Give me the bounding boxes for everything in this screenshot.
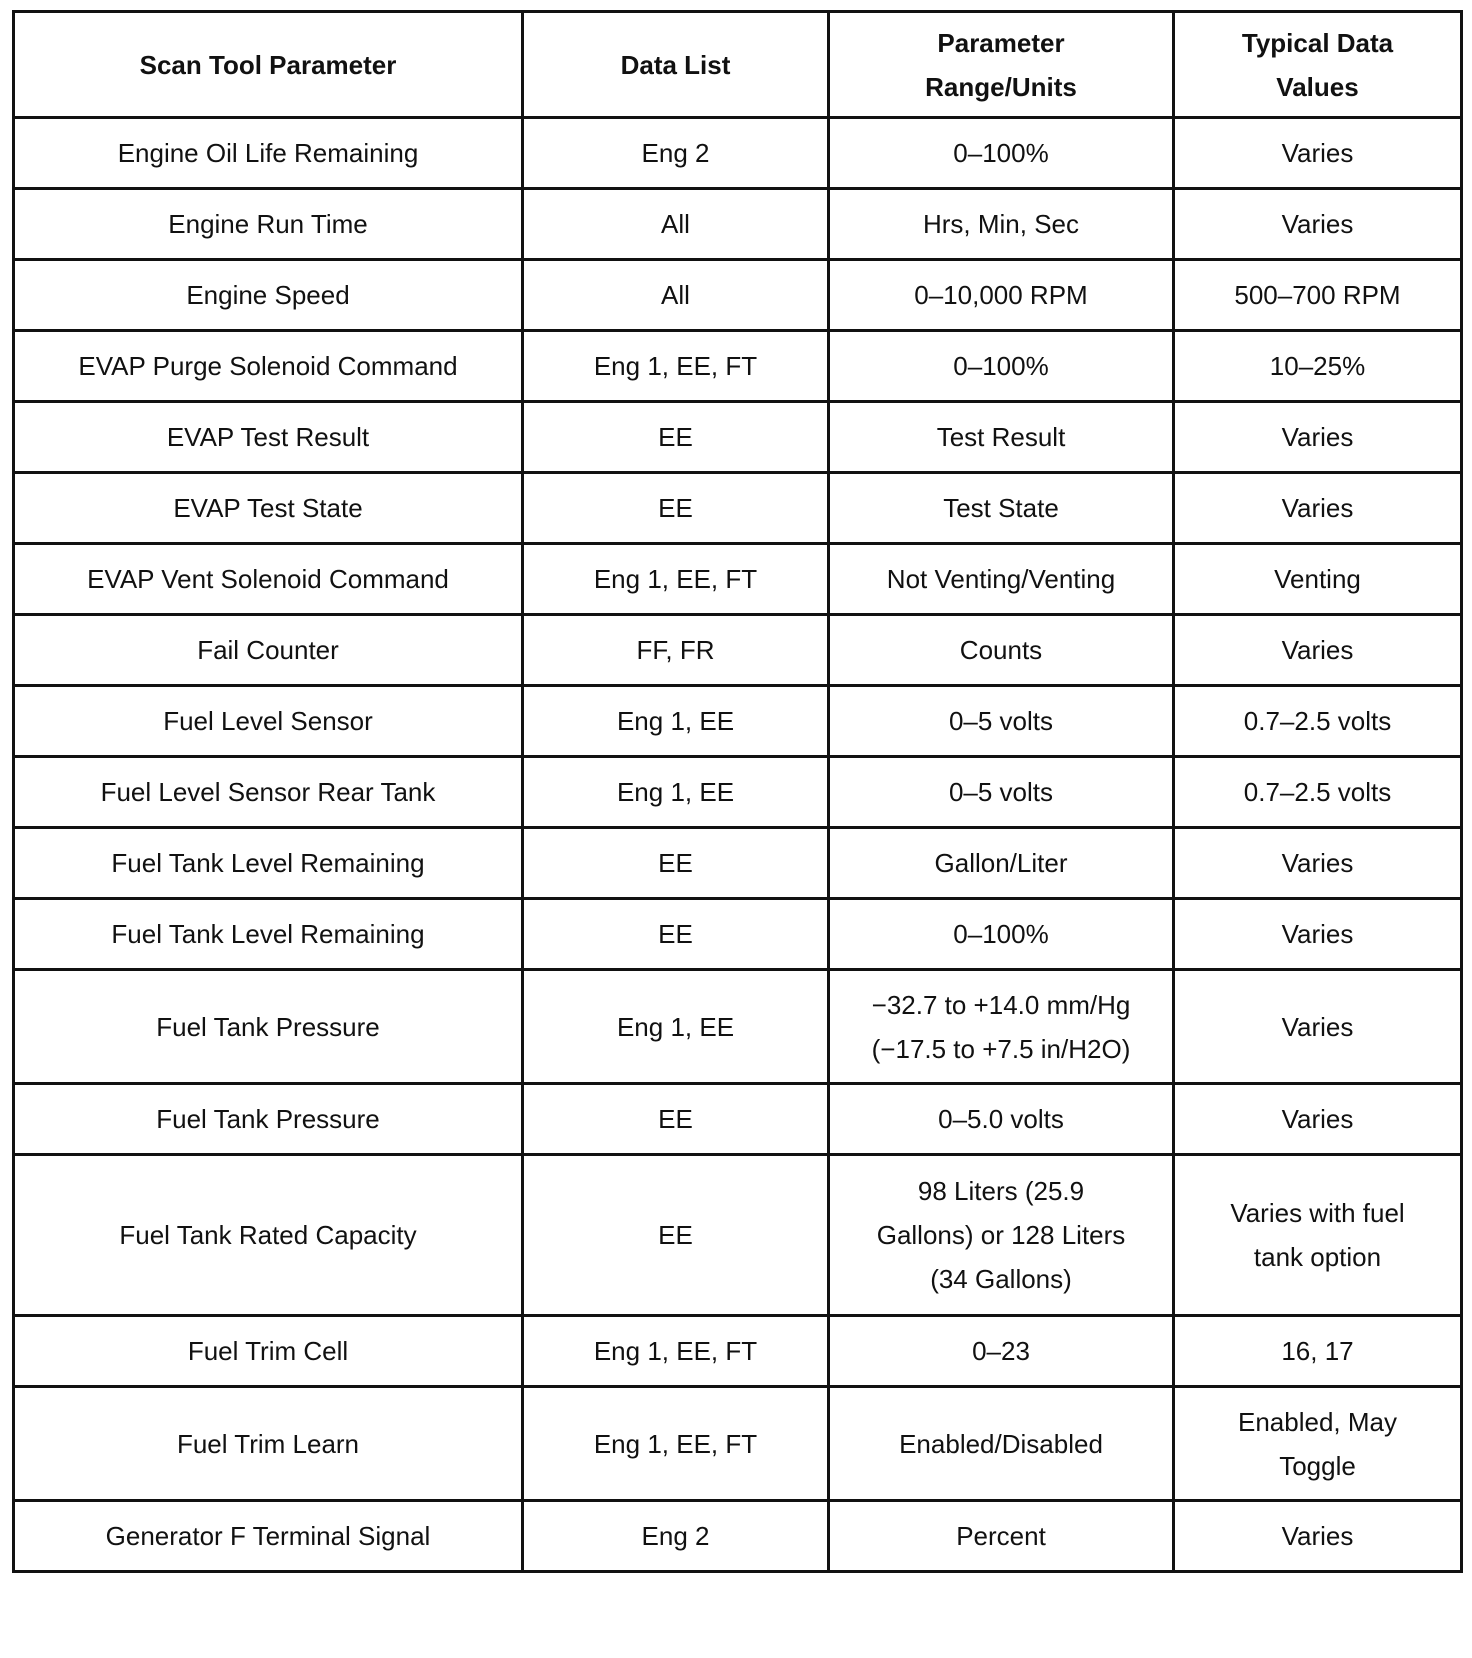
cell-range-line1: 98 Liters (25.9 bbox=[917, 1176, 1085, 1206]
cell-typical: 10–25% bbox=[1174, 331, 1462, 402]
cell-typical: 0.7–2.5 volts bbox=[1174, 757, 1462, 828]
cell-range: 0–5 volts bbox=[829, 757, 1174, 828]
table-row bbox=[14, 899, 1462, 970]
cell-data-list: Eng 1, EE, FT bbox=[523, 1316, 829, 1387]
cell-parameter: Fail Counter bbox=[14, 615, 523, 686]
header-typical-line2: Values bbox=[1276, 71, 1359, 102]
cell-range-line3: (34 Gallons) bbox=[930, 1264, 1072, 1294]
cell-parameter: EVAP Test State bbox=[14, 473, 523, 544]
scan-tool-parameter-table bbox=[12, 10, 1463, 1573]
cell-data-list: Eng 2 bbox=[523, 118, 829, 189]
cell-data-list: EE bbox=[523, 1084, 829, 1155]
header-range-line2: Range/Units bbox=[925, 71, 1077, 102]
table-row bbox=[14, 118, 1462, 189]
table-row bbox=[14, 473, 1462, 544]
parameter-table-container bbox=[12, 10, 1460, 1573]
cell-data-list: Eng 1, EE bbox=[523, 970, 829, 1084]
cell-typical bbox=[1174, 1155, 1462, 1316]
table-row bbox=[14, 828, 1462, 899]
cell-parameter: Fuel Tank Pressure bbox=[14, 1084, 523, 1155]
cell-parameter: Engine Run Time bbox=[14, 189, 523, 260]
cell-data-list: Eng 1, EE bbox=[523, 757, 829, 828]
cell-parameter: EVAP Vent Solenoid Command bbox=[14, 544, 523, 615]
cell-data-list: EE bbox=[523, 828, 829, 899]
cell-data-list: Eng 1, EE, FT bbox=[523, 331, 829, 402]
table-row bbox=[14, 331, 1462, 402]
table-row bbox=[14, 1084, 1462, 1155]
cell-range: 0–10,000 RPM bbox=[829, 260, 1174, 331]
cell-typical: Varies bbox=[1174, 899, 1462, 970]
table-row bbox=[14, 1155, 1462, 1316]
cell-typical: 0.7–2.5 volts bbox=[1174, 686, 1462, 757]
cell-data-list: Eng 1, EE bbox=[523, 686, 829, 757]
cell-parameter: Fuel Trim Cell bbox=[14, 1316, 523, 1387]
table-row bbox=[14, 615, 1462, 686]
cell-range-line2: (−17.5 to +7.5 in/H2O) bbox=[871, 1033, 1131, 1064]
cell-range: Hrs, Min, Sec bbox=[829, 189, 1174, 260]
cell-parameter: Fuel Tank Pressure bbox=[14, 970, 523, 1084]
cell-range bbox=[829, 970, 1174, 1084]
cell-typical-line1: Varies with fuel bbox=[1230, 1198, 1405, 1228]
cell-range: 0–23 bbox=[829, 1316, 1174, 1387]
cell-parameter: Fuel Tank Rated Capacity bbox=[14, 1155, 523, 1316]
cell-parameter: Fuel Tank Level Remaining bbox=[14, 828, 523, 899]
cell-data-list: EE bbox=[523, 899, 829, 970]
table-row bbox=[14, 189, 1462, 260]
cell-data-list: All bbox=[523, 189, 829, 260]
cell-typical: Varies bbox=[1174, 402, 1462, 473]
cell-typical: Varies bbox=[1174, 615, 1462, 686]
table-row bbox=[14, 757, 1462, 828]
cell-range: 0–100% bbox=[829, 331, 1174, 402]
cell-data-list: FF, FR bbox=[523, 615, 829, 686]
cell-range: Gallon/Liter bbox=[829, 828, 1174, 899]
cell-typical: Varies bbox=[1174, 828, 1462, 899]
cell-parameter: Engine Oil Life Remaining bbox=[14, 118, 523, 189]
table-row bbox=[14, 970, 1462, 1084]
header-range-line1: Parameter bbox=[937, 27, 1065, 58]
cell-range: 0–100% bbox=[829, 899, 1174, 970]
table-row bbox=[14, 260, 1462, 331]
cell-typical: Varies bbox=[1174, 473, 1462, 544]
table-row bbox=[14, 1501, 1462, 1572]
header-typical-line1: Typical Data bbox=[1241, 27, 1394, 58]
cell-parameter: EVAP Test Result bbox=[14, 402, 523, 473]
cell-data-list: Eng 1, EE, FT bbox=[523, 544, 829, 615]
table-row bbox=[14, 402, 1462, 473]
cell-parameter: Fuel Level Sensor Rear Tank bbox=[14, 757, 523, 828]
header-data-list: Data List bbox=[523, 12, 829, 118]
cell-typical bbox=[1174, 1387, 1462, 1501]
header-row bbox=[14, 12, 1462, 118]
table-row bbox=[14, 686, 1462, 757]
cell-typical-line1: Enabled, May bbox=[1238, 1406, 1397, 1437]
header-scan-tool-parameter: Scan Tool Parameter bbox=[14, 12, 523, 118]
cell-range: Test State bbox=[829, 473, 1174, 544]
cell-parameter: Fuel Tank Level Remaining bbox=[14, 899, 523, 970]
cell-typical: Varies bbox=[1174, 189, 1462, 260]
table-row bbox=[14, 544, 1462, 615]
cell-range: Enabled/Disabled bbox=[829, 1387, 1174, 1501]
cell-range: Not Venting/Venting bbox=[829, 544, 1174, 615]
cell-data-list: EE bbox=[523, 1155, 829, 1316]
cell-range: Test Result bbox=[829, 402, 1174, 473]
cell-typical: Varies bbox=[1174, 970, 1462, 1084]
cell-data-list: EE bbox=[523, 402, 829, 473]
cell-data-list: EE bbox=[523, 473, 829, 544]
cell-range-line2: Gallons) or 128 Liters bbox=[876, 1220, 1126, 1250]
cell-parameter: Engine Speed bbox=[14, 260, 523, 331]
table-row bbox=[14, 1387, 1462, 1501]
cell-typical: 16, 17 bbox=[1174, 1316, 1462, 1387]
cell-range-line1: −32.7 to +14.0 mm/Hg bbox=[871, 989, 1131, 1020]
cell-parameter: Fuel Level Sensor bbox=[14, 686, 523, 757]
header-parameter-range bbox=[829, 12, 1174, 118]
cell-parameter: Fuel Trim Learn bbox=[14, 1387, 523, 1501]
cell-typical: Varies bbox=[1174, 118, 1462, 189]
cell-typical: Varies bbox=[1174, 1084, 1462, 1155]
header-typical-values bbox=[1174, 12, 1462, 118]
cell-range: Percent bbox=[829, 1501, 1174, 1572]
cell-range: 0–5.0 volts bbox=[829, 1084, 1174, 1155]
cell-range bbox=[829, 1155, 1174, 1316]
cell-typical: Varies bbox=[1174, 1501, 1462, 1572]
cell-typical-line2: Toggle bbox=[1279, 1450, 1356, 1481]
cell-range: 0–5 volts bbox=[829, 686, 1174, 757]
cell-data-list: Eng 1, EE, FT bbox=[523, 1387, 829, 1501]
cell-typical: Venting bbox=[1174, 544, 1462, 615]
cell-range: 0–100% bbox=[829, 118, 1174, 189]
table-row bbox=[14, 1316, 1462, 1387]
cell-data-list: All bbox=[523, 260, 829, 331]
cell-typical: 500–700 RPM bbox=[1174, 260, 1462, 331]
cell-range: Counts bbox=[829, 615, 1174, 686]
cell-parameter: EVAP Purge Solenoid Command bbox=[14, 331, 523, 402]
cell-data-list: Eng 2 bbox=[523, 1501, 829, 1572]
cell-parameter: Generator F Terminal Signal bbox=[14, 1501, 523, 1572]
cell-typical-line2: tank option bbox=[1253, 1242, 1382, 1272]
